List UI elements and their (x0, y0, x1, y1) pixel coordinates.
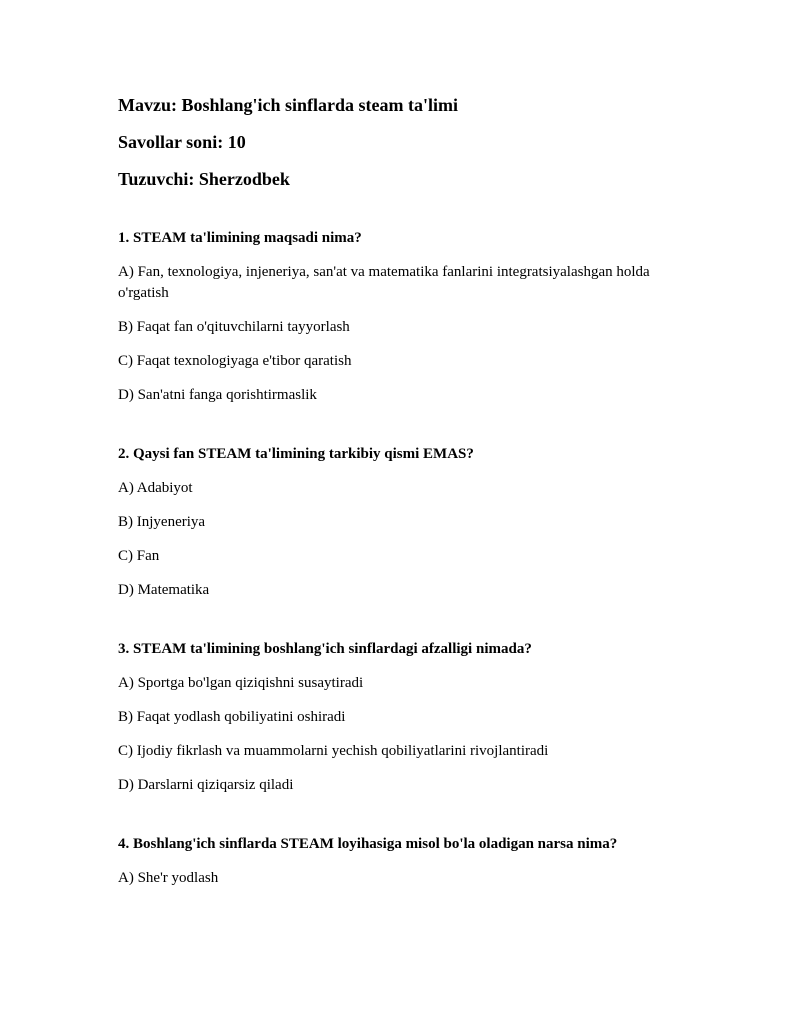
question-4 (118, 835, 700, 889)
answer-option-a: A) She'r yodlash (118, 870, 219, 886)
answer-option-d: D) Matematika (118, 582, 210, 598)
question-title: 4. Boshlang'ich sinflarda STEAM loyihasiga misol bo'la oladigan narsa nima? (118, 836, 618, 852)
question-title: 2. Qaysi fan STEAM ta'limining tarkibiy qismi EMAS? (118, 446, 474, 462)
question-2 (118, 445, 700, 601)
question-1 (118, 229, 700, 406)
topic-heading: Mavzu: Boshlang'ich sinflarda steam ta'limi (118, 95, 459, 115)
answer-option-c: C) Fan (118, 548, 160, 564)
question-count-heading: Savollar soni: 10 (118, 132, 246, 152)
question-3 (118, 640, 700, 796)
answer-option-b: B) Faqat fan o'qituvchilarni tayyorlash (118, 319, 350, 335)
answer-option-a: A) Sportga bo'lgan qiziqishni susaytiradi (118, 675, 364, 691)
answer-option-d: D) San'atni fanga qorishtirmaslik (118, 387, 317, 403)
answer-option-d: D) Darslarni qiziqarsiz qiladi (118, 777, 294, 793)
document-header (118, 94, 700, 190)
question-title: 1. STEAM ta'limining maqsadi nima? (118, 230, 362, 246)
author-heading: Tuzuvchi: Sherzodbek (118, 169, 290, 189)
answer-option-a: A) Fan, texnologiya, injeneriya, san'at va matematika fanlarini integratsiyalashgan holda o'rgatish (118, 264, 650, 301)
answer-option-a: A) Adabiyot (118, 480, 193, 496)
answer-option-c: C) Faqat texnologiyaga e'tibor qaratish (118, 353, 352, 369)
answer-option-b: B) Injyeneriya (118, 514, 206, 530)
answer-option-b: B) Faqat yodlash qobiliyatini oshiradi (118, 709, 346, 725)
question-title: 3. STEAM ta'limining boshlang'ich sinflardagi afzalligi nimada? (118, 641, 532, 657)
answer-option-c: C) Ijodiy fikrlash va muammolarni yechish qobiliyatlarini rivojlantiradi (118, 743, 549, 759)
